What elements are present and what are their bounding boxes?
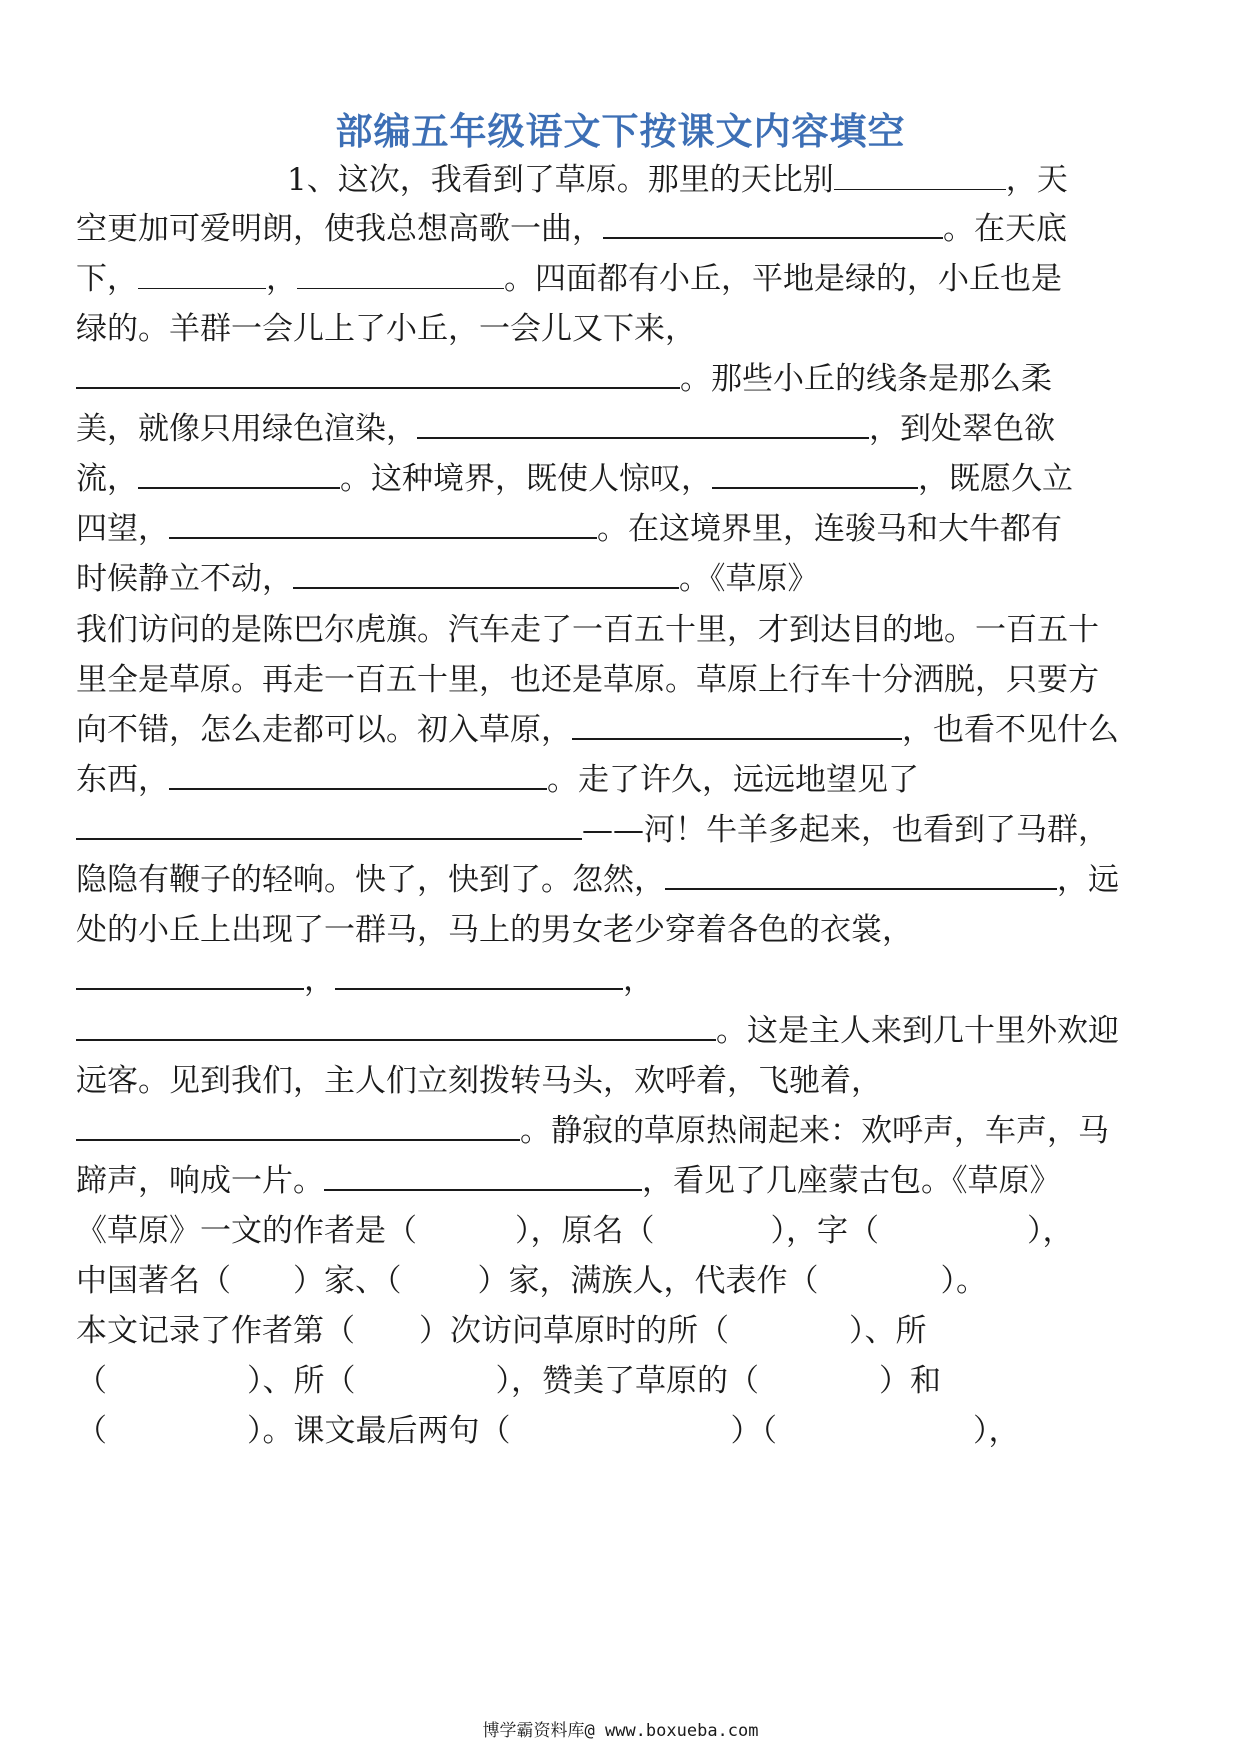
text-line xyxy=(76,1003,1176,1059)
text-line xyxy=(76,451,1176,507)
answer-blank[interactable] xyxy=(297,252,504,289)
text-line xyxy=(76,501,1176,557)
text-segment: 。在这境界里，连骏马和大牛都有 xyxy=(597,511,1062,547)
text-line xyxy=(76,652,1176,708)
text-line xyxy=(76,602,1176,658)
text-segment: 美，就像只用绿色渲染， xyxy=(76,411,417,447)
text-segment: ，也看不见什么 xyxy=(902,712,1119,748)
answer-blank[interactable] xyxy=(293,551,679,589)
text-segment: 下， xyxy=(76,261,138,297)
text-segment: ），赞美了草原的（ xyxy=(495,1363,759,1399)
text-segment: 《草原》一文的作者是（ xyxy=(76,1213,417,1249)
answer-blank[interactable] xyxy=(603,201,943,239)
text-segment: 。走了许久，远远地望见了 xyxy=(547,762,919,798)
answer-blank[interactable] xyxy=(76,952,304,990)
answer-blank[interactable] xyxy=(169,752,547,790)
text-segment: 远客。见到我们，主人们立刻拨转马头，欢呼着，飞驰着， xyxy=(76,1063,882,1099)
text-segment: 1、这次，我看到了草原。那里的天比别 xyxy=(287,162,834,198)
answer-blank[interactable] xyxy=(76,1003,716,1041)
text-segment: ）、所（ xyxy=(247,1363,356,1399)
text-segment: ）。 xyxy=(940,1263,987,1299)
text-segment: 流， xyxy=(76,461,138,497)
text-line xyxy=(76,1253,1176,1309)
text-segment: ，既愿久立 xyxy=(918,461,1073,497)
text-segment: ）次访问草原时的所（ xyxy=(419,1313,729,1349)
text-segment: 。那些小丘的线条是那么柔 xyxy=(680,361,1052,397)
text-segment: ）家、（ xyxy=(293,1263,402,1299)
text-line xyxy=(76,702,1176,758)
answer-blank[interactable] xyxy=(665,852,1057,890)
text-segment: ）， xyxy=(1027,1213,1074,1249)
text-segment: 东西， xyxy=(76,762,169,798)
text-line xyxy=(76,551,1176,607)
text-line xyxy=(76,401,1176,457)
text-line xyxy=(76,301,1176,357)
text-line xyxy=(76,1053,1176,1109)
text-segment: （ xyxy=(76,1413,107,1449)
text-line xyxy=(76,351,1176,407)
text-segment: 。在天底 xyxy=(943,211,1067,247)
text-segment: ， xyxy=(623,962,654,998)
text-segment: ）， xyxy=(973,1413,1020,1449)
text-line xyxy=(76,1203,1176,1259)
text-segment: ，远 xyxy=(1057,862,1119,898)
text-line xyxy=(76,1103,1176,1159)
page-title: 部编五年级语文下按课文内容填空 xyxy=(335,110,906,153)
text-line xyxy=(76,1353,1176,1409)
text-segment: ， xyxy=(304,962,335,998)
text-segment: （ xyxy=(76,1363,107,1399)
text-segment: ）（ xyxy=(730,1413,777,1449)
text-line xyxy=(76,952,1176,1008)
text-segment: 里全是草原。再走一百五十里，也还是草原。草原上行车十分洒脱，只要方 xyxy=(76,662,1099,698)
text-segment: 蹄声，响成一片。 xyxy=(76,1163,324,1199)
text-segment: ）家，满族人，代表作（ xyxy=(477,1263,819,1299)
text-segment: ——河！牛羊多起来，也看到了马群， xyxy=(582,812,1109,848)
text-segment: 向不错，怎么走都可以。初入草原， xyxy=(76,712,572,748)
text-segment: ）和 xyxy=(879,1363,941,1399)
text-line xyxy=(76,1303,1176,1359)
text-segment: 我们访问的是陈巴尔虎旗。汽车走了一百五十里，才到达目的地。一百五十 xyxy=(76,612,1099,648)
text-segment: 明朗，使我总想高歌一曲， xyxy=(231,211,603,247)
text-line xyxy=(76,251,1176,307)
text-line xyxy=(76,201,1176,257)
answer-blank[interactable] xyxy=(324,1153,642,1191)
answer-blank[interactable] xyxy=(572,702,902,740)
footer-watermark: 博学霸资料库@ www.boxueba.com xyxy=(482,1721,759,1741)
text-segment: 。《草原》 xyxy=(679,561,819,597)
text-segment: ，到处翠色欲 xyxy=(869,411,1055,447)
answer-blank[interactable] xyxy=(76,802,582,840)
text-segment: 。这是主人来到几十里外欢迎 xyxy=(716,1013,1119,1049)
text-line xyxy=(76,902,1176,958)
text-line xyxy=(287,152,1241,208)
text-segment: 。四面都有小丘，平地是绿的，小丘也是 xyxy=(504,261,1062,297)
text-segment: 时候静立不动， xyxy=(76,561,293,597)
text-segment: 四望， xyxy=(76,511,169,547)
text-segment: 。这种境界，既使人惊叹， xyxy=(340,461,712,497)
text-segment: ，看见了几座蒙古包。《草原》 xyxy=(642,1163,1061,1199)
answer-blank[interactable] xyxy=(417,401,869,439)
text-segment: 空更加可爱 xyxy=(76,211,231,247)
text-segment: 本文记录了作者第（ xyxy=(76,1313,355,1349)
text-segment: ）、所 xyxy=(849,1313,927,1349)
text-segment: 。静寂的草原热闹起来：欢呼声，车声，马 xyxy=(520,1113,1109,1149)
text-segment: ， xyxy=(266,261,297,297)
text-segment: 绿的。羊群一会儿上了小丘，一会儿又下来， xyxy=(76,311,696,347)
text-segment: ）。课文最后两句（ xyxy=(247,1413,511,1449)
answer-blank[interactable] xyxy=(76,1103,520,1141)
answer-blank[interactable] xyxy=(138,252,266,289)
text-segment: ，天 xyxy=(1005,162,1068,198)
answer-blank[interactable] xyxy=(335,952,623,990)
answer-blank[interactable] xyxy=(834,153,1006,190)
text-segment: 隐隐有鞭子的轻响。快了，快到了。忽然， xyxy=(76,862,665,898)
text-line xyxy=(76,802,1176,858)
text-line xyxy=(76,852,1176,908)
text-line xyxy=(76,1153,1176,1209)
text-line xyxy=(76,752,1176,808)
text-segment: 中国著名（ xyxy=(76,1263,231,1299)
text-line xyxy=(76,1403,1176,1459)
answer-blank[interactable] xyxy=(712,451,918,489)
text-segment: ），原名（ xyxy=(515,1213,655,1249)
answer-blank[interactable] xyxy=(169,501,597,539)
text-segment: ），字（ xyxy=(770,1213,879,1249)
answer-blank[interactable] xyxy=(76,351,680,389)
text-segment: 处的小丘上出现了一群马，马上的男女老少穿着各色的衣裳， xyxy=(76,912,913,948)
answer-blank[interactable] xyxy=(138,451,340,489)
